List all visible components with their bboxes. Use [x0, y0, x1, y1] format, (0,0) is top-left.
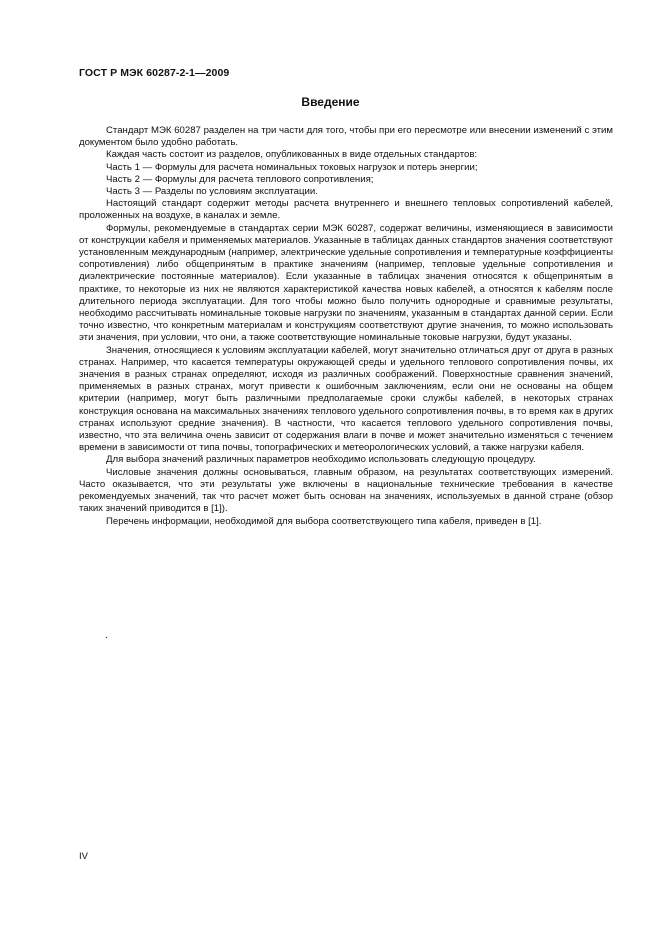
paragraph: Числовые значения должны основываться, главным образом, на результатах соответствующих измерений. Часто оказывается, что эти результаты уже включены в национальные технические требования в качестве рекомендуемых значений, так что расчет может быть основан на значениях, используемых в данной стране (обзор таких значений приводится в [1]).	[79, 466, 613, 515]
list-item-part-3: Часть 3 — Разделы по условиям эксплуатации.	[106, 186, 318, 198]
section-title: Введение	[301, 95, 360, 109]
paragraph: Стандарт МЭК 60287 разделен на три части для того, чтобы при его пересмотре или внесении изменений с этим документом было удобно работать.	[79, 125, 613, 149]
paragraph: Формулы, рекомендуемые в стандартах серии МЭК 60287, содержат величины, изменяющиеся в зависимости от конструкции кабеля и применяемых материалов. Указанные в таблицах данных стандартов значения соответствуют установленным международным (например, электрические удельные сопротивления и температурные коэффициенты сопротивления) либо общепринятым в практике значениям (например, тепловые удельные сопротивления и диэлектрические постоянные материалов). Если указанные в таблицах значения относятся к общепринятым в практике, то некоторые из них не являются характеристикой качества новых кабелей, а относятся к кабелям после длительного периода эксплуатации. Для того чтобы можно было получить однородные и сравнимые результаты, необходимо рассчитывать номинальные токовые нагрузки по значениям, указанным в стандартах данной серии. Если точно известно, что конкретным материалам и конструкциям соответствуют другие значения, то можно использовать эти значения, при условии, что они, а также соответствующие номинальные токовые нагрузки, будут указаны.	[79, 222, 613, 344]
paragraph: Для выбора значений различных параметров необходимо использовать следующую процедуру.	[106, 454, 536, 466]
paragraph: Перечень информации, необходимой для выбора соответствующего типа кабеля, приведен в [1].	[106, 515, 542, 527]
paragraph: Значения, относящиеся к условиям эксплуатации кабелей, могут значительно отличаться друг от друга в разных странах. Например, что касается температуры окружающей среды и удельного теплового сопротивления почвы, их значения в разных странах определяют, исходя из различных соображений. Поверхностные сравнения значений, применяемых в разных странах, могут привести к ошибочным заключениям, если они не основаны на общем критерии (например, могут быть различными предполагаемые сроки службы кабелей, в некоторых странах конструкция основана на максимальных значениях теплового удельного сопротивления почвы, в то время как в других странах используют средние значения). В частности, что касается теплового удельного сопротивления почвы, известно, что эта величина очень зависит от содержания влаги в почве и может значительно изменяться с течением времени в зависимости от типа почвы, топографических и метеорологических условий, а также нагрузки кабеля.	[79, 344, 613, 454]
list-item-part-2: Часть 2 — Формулы для расчета теплового сопротивления;	[106, 173, 374, 185]
list-item-part-1: Часть 1 — Формулы для расчета номинальных токовых нагрузок и потерь энергии;	[106, 161, 478, 173]
body-text	[79, 125, 613, 528]
stray-mark: .	[105, 630, 108, 641]
paragraph: Настоящий стандарт содержит методы расчета внутреннего и внешнего тепловых сопротивлений кабелей, проложенных на воздухе, в каналах и земле.	[79, 198, 613, 222]
document-header-standard-id: ГОСТ Р МЭК 60287-2-1—2009	[79, 67, 230, 79]
paragraph: Каждая часть состоит из разделов, опубликованных в виде отдельных стандартов:	[106, 149, 478, 161]
page-number: IV	[79, 851, 88, 862]
